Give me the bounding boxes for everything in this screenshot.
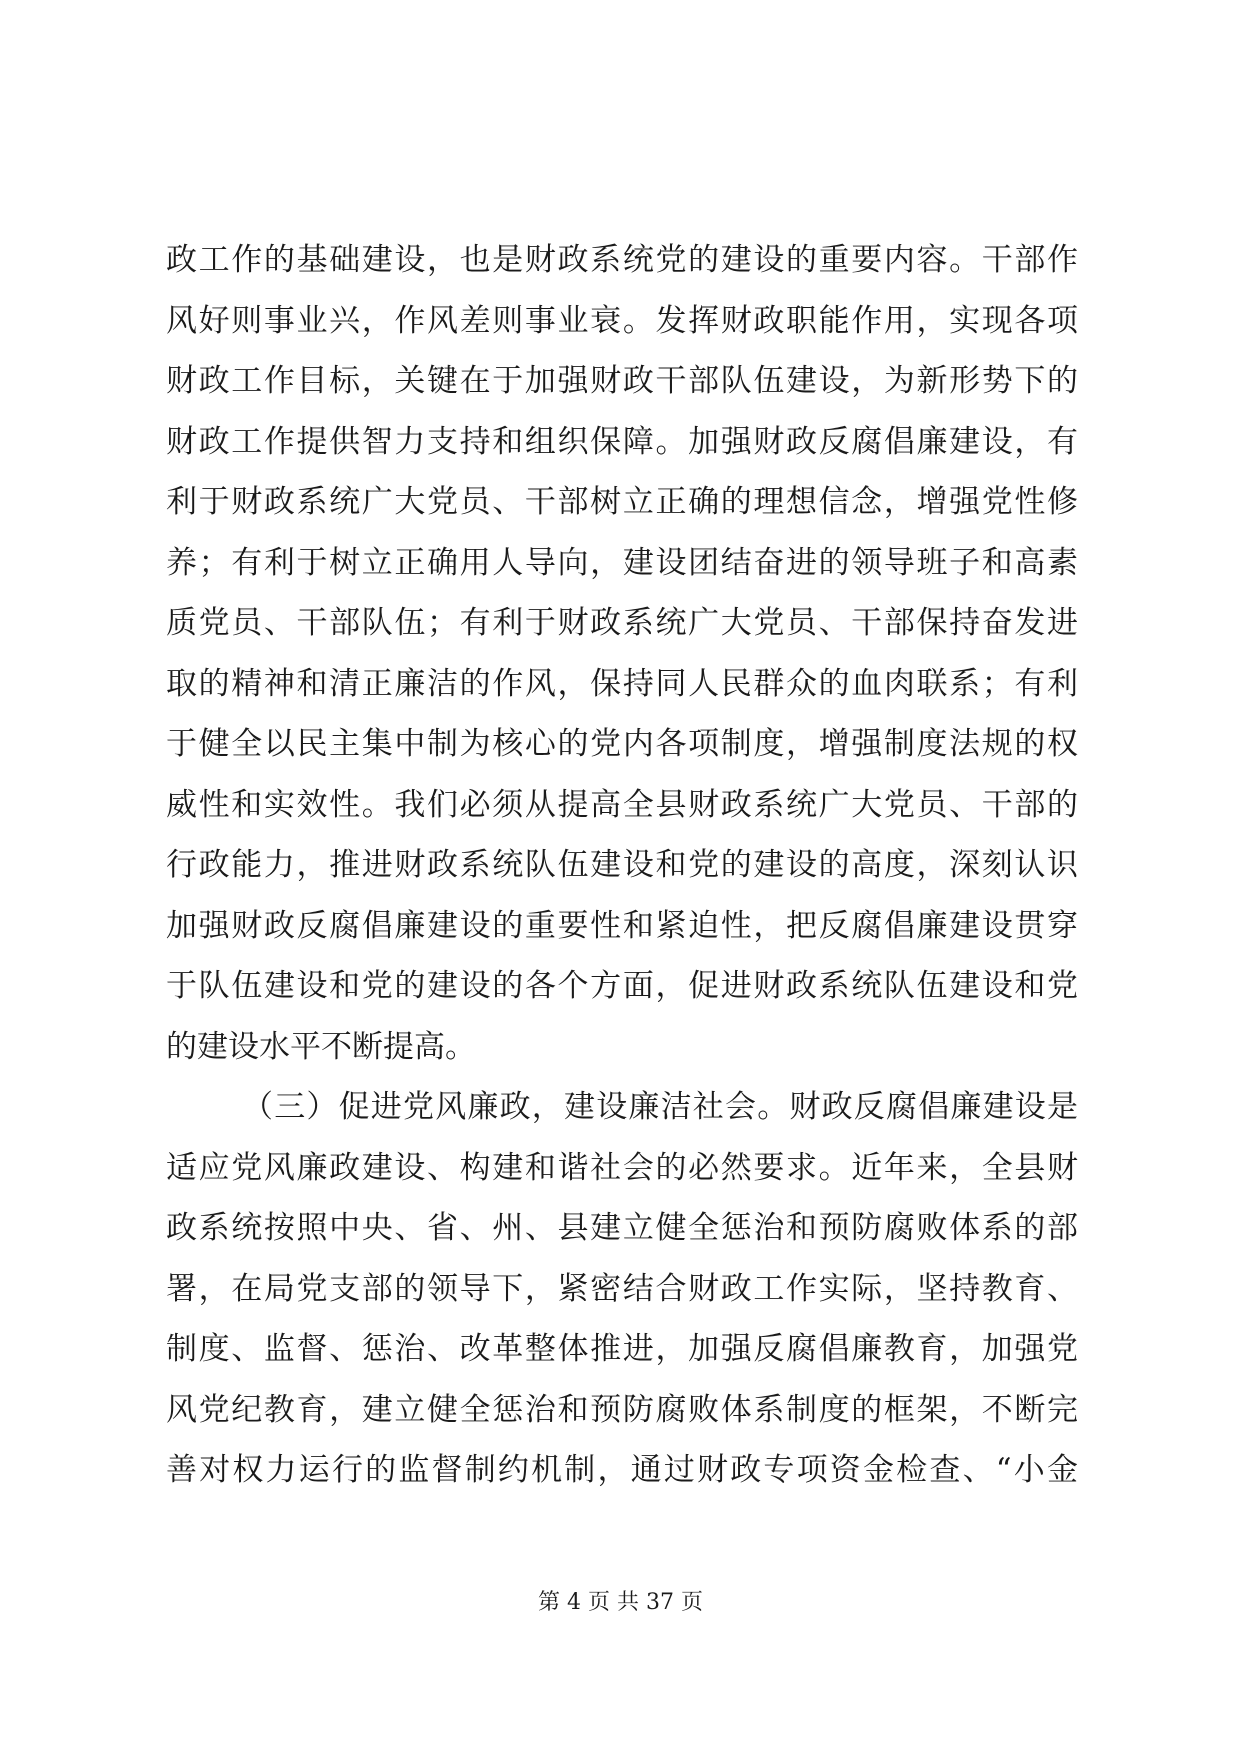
body-text	[166, 230, 1078, 1501]
text-line: 的建设水平不断提高。	[166, 1028, 476, 1065]
text-line: 政系统按照中央、省、州、县建立健全惩治和预防腐败体系的部	[166, 1210, 1078, 1246]
text-line: 制度、监督、惩治、改革整体推进，加强反腐倡廉教育，加强党	[166, 1331, 1078, 1367]
text-line: 署，在局党支部的领导下，紧密结合财政工作实际，坚持教育、	[166, 1270, 1078, 1307]
text-line: 行政能力，推进财政系统队伍建设和党的建设的高度，深刻认识	[166, 847, 1078, 883]
page-number-footer: 第 4 页 共 37 页	[538, 1590, 703, 1615]
text-line: 风党纪教育，建立健全惩治和预防腐败体系制度的框架，不断完	[166, 1391, 1078, 1428]
text-line: 适应党风廉政建设、构建和谐社会的必然要求。近年来，全县财	[166, 1149, 1078, 1186]
text-line: 政工作的基础建设，也是财政系统党的建设的重要内容。干部作	[166, 242, 1078, 278]
text-line: 威性和实效性。我们必须从提高全县财政系统广大党员、干部的	[166, 786, 1078, 823]
text-line: 财政工作提供智力支持和组织保障。加强财政反腐倡廉建设，有	[166, 423, 1078, 460]
text-line: 于队伍建设和党的建设的各个方面，促进财政系统队伍建设和党	[166, 968, 1078, 1004]
text-line: 取的精神和清正廉洁的作风，保持同人民群众的血肉联系；有利	[166, 665, 1078, 702]
text-line: 财政工作目标，关键在于加强财政干部队伍建设，为新形势下的	[166, 363, 1078, 399]
text-line: 养；有利于树立正确用人导向，建设团结奋进的领导班子和高素	[166, 544, 1078, 581]
text-line: 于健全以民主集中制为核心的党内各项制度，增强制度法规的权	[166, 726, 1078, 762]
text-line: 加强财政反腐倡廉建设的重要性和紧迫性，把反腐倡廉建设贯穿	[166, 907, 1078, 944]
text-line: 善对权力运行的监督制约机制，通过财政专项资金检查、“小金	[166, 1452, 1078, 1488]
text-line: 风好则事业兴，作风差则事业衰。发挥财政职能作用，实现各项	[166, 302, 1078, 339]
text-line: 利于财政系统广大党员、干部树立正确的理想信念，增强党性修	[166, 484, 1078, 520]
text-line: 质党员、干部队伍；有利于财政系统广大党员、干部保持奋发进	[166, 605, 1078, 641]
section-heading-line: （三）促进党风廉政，建设廉洁社会。财政反腐倡廉建设是	[242, 1089, 1078, 1125]
